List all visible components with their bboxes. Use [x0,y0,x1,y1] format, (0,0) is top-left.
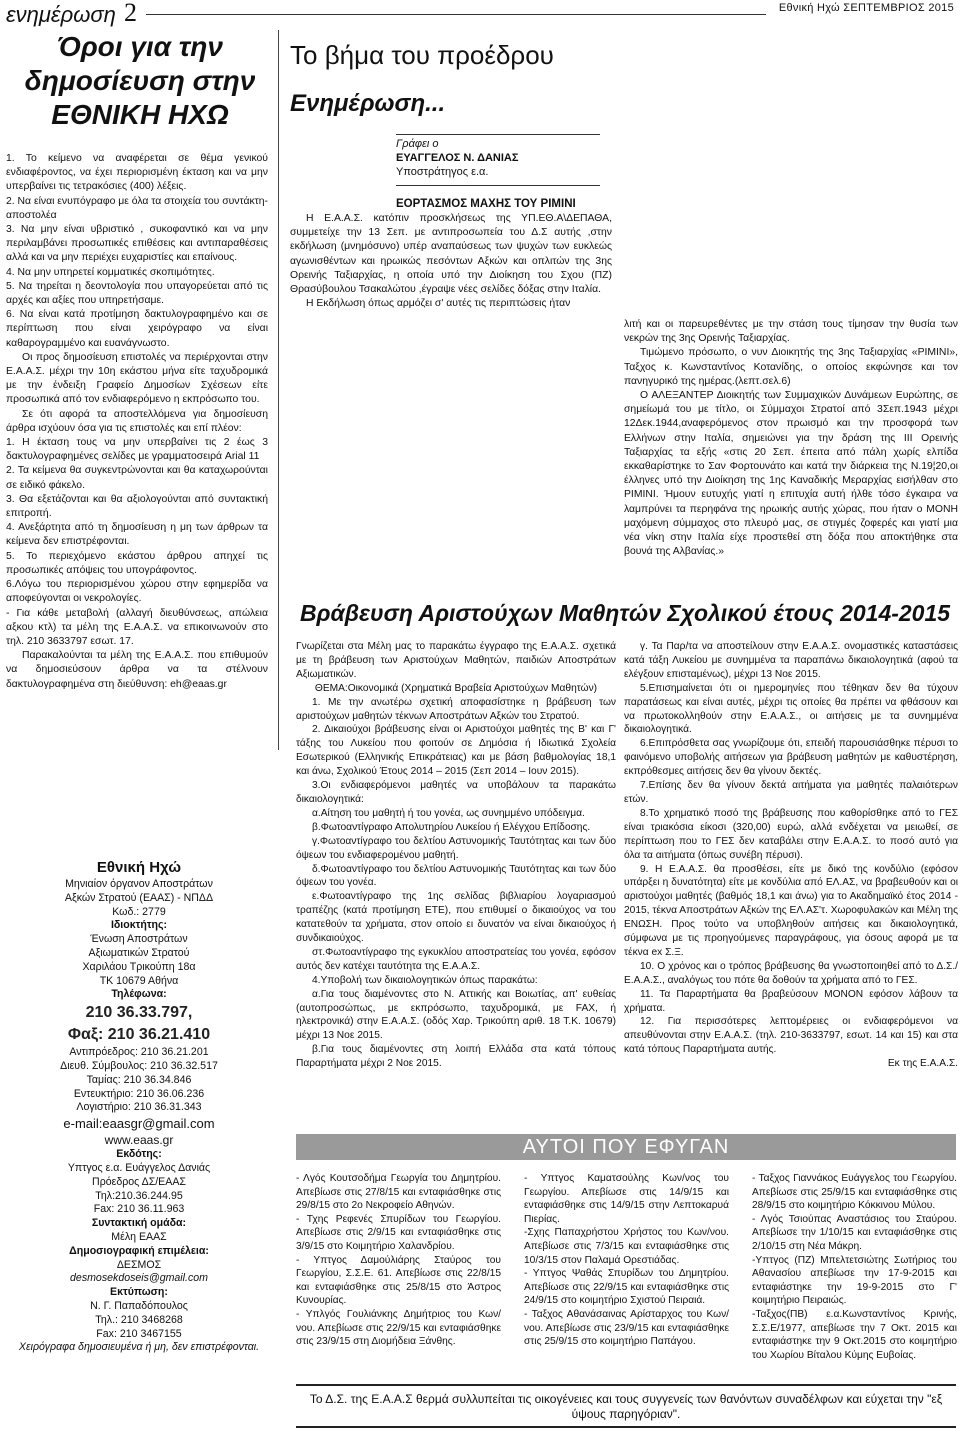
team-label: Συντακτική ομάδα: [91,1217,187,1230]
terms-paragraph: 5. Να τηρείται η δεοντολογία που υπαγορεύεται από τις αρχές και αξίες που υπηρετήσαμε. [6,280,268,307]
terms-paragraph: 4. Να μην υπηρετεί κομματικές σκοπιμότητες. [6,266,215,278]
terms-paragraph: Σε ότι αφορά τα αποστελλόμενα για δημοσίευση άρθρα ισχύουν όσα για τις επιστολές και επί πλέον: [6,408,268,434]
terms-paragraph: 1. Η έκταση τους να μην υπερβαίνει τις 2 έως 3 δακτυλογραφημένες σελίδες με γραμματοσειρά Arial 11 [6,437,268,463]
awards-paragraph: 1. Με την ανωτέρω σχετική αποφασίστηκε η βράβευση των αριστούχων μαθητών τέκνων Αποστράτων Αξκών του Στρατού. [296,696,616,722]
obituary-entry: - Ταξχος Γιαννάκος Ευάγγελος του Γεωργίου. Απεβίωσε στις 25/9/15 και ενταφιάσθηκε στις 28/9/15 στο κοιμητήριο Κόκκινου Μύλου. [752,1173,957,1212]
email-line: e-mail:eaasgr@gmail.com [63,1116,215,1132]
design-email: desmosekdoseis@gmail.com [70,1272,208,1285]
awards-paragraph: γ.Φωτοαντίγραφο του δελτίου Αστυνομικής Ταυτότητας και των δύο όψεων του ενδιαφερομένου μαθητή. [296,835,616,861]
terms-paragraph: 2. Να είναι ενυπόγραφο με όλα τα στοιχεία του συντάκτη- αποστολέα [6,195,268,221]
masthead-note: Χειρόγραφα δημοσιευμένα ή μη, δεν επιστρέφονται. [18,1341,260,1354]
article-paragraph: Τιμώμενο πρόσωπο, ο νυν Διοικητής της 3ης Ταξιαρχίας «ΡΙΜΙΝΙ», Ταξχος κ. Κωνσταντίνος Κοτανίδης, ο οποίος εκφώνησε και τον πανηγυρικό της ημέρας.(λεπτ.σελ.6) [624,347,958,387]
publisher-fax: Fax: 210 36.11.963 [93,1203,185,1216]
publisher-label: Εκδότης: [116,1148,162,1161]
byline-writes: Γράφει ο [396,138,439,150]
awards-paragraph: δ.Φωτοαντίγραφο του δελτίου Αστυνομικής Ταυτότητας και των δύο όψεων του γονέα. [296,863,616,889]
president-article [290,196,612,311]
column-title: Το βήμα του προέδρου [290,40,554,70]
team-line: Μέλη ΕΑΑΣ [111,1230,167,1243]
masthead-subtitle: Μηνιαίον όργανον Αποστράτων [65,878,213,890]
awards-paragraph: 7.Επίσης δεν θα γίνουν δεκτά αιτήματα για μαθητές παλαιότερων ετών. [624,780,958,805]
awards-paragraph: 5.Επισημαίνεται ότι οι ημερομηνίες που τέθηκαν δεν θα τύχουν παρατάσεως και είναι αυτές, μέχρι τις οποίες θα πρέπει να φθάσουν και να πρωτοκολληθούν στην Ε.Α.Α.Σ., οι αιτήσεις με τα συνημμένα δικαιολογητικά. [624,682,958,736]
awards-paragraph: 10. Ο χρόνος και ο τρόπος βράβευσης θα γνωστοποιηθεί από το Δ.Σ./Ε.Α.Α.Σ., αναλόγως του πότε θα δοθούν τα χρήματα από το ΓΕΣ. [624,960,958,986]
city-line: ΤΚ 10679 Αθήνα [99,974,179,987]
section-name: ενημέρωση [6,2,116,27]
awards-subject: ΘΕΜΑ:Οικονομικά (Χρηματικά Βραβεία Αριστούχων Μαθητών) [314,682,598,694]
phone-line: Αντιπρόεδρος: 210 36.21.201 [69,1046,209,1059]
obituary-entry: -Σχης Παπαχρήστου Χρήστος του Κων/νου. Απεβίωσε στις 7/3/15 και ενταφιάσθηκε στις 10/3/15 στον Παλαμά Ορεστιάδας. [524,1227,729,1266]
awards-paragraph: στ.Φωτοαντίγραφο της εγκυκλίου αποστρατείας του γονέα, εφόσον αυτός δεν κατέχει ταυτότητα της Ε.Α.Α.Σ. [296,946,616,972]
header-issue: Εθνική Ηχώ ΣΕΠΤΕΜΒΡΙΟΣ 2015 [778,2,954,14]
byline-rule [396,134,600,135]
awards-paragraph: 12. Για περισσότερες λεπτομέρειες οι ενδιαφερόμενοι να απευθύνονται στην Ε.Α.Α.Σ. (τηλ. 210-3633797, εσωτ. 14 και 15) και στα κατά τόπους Παραρτήματα αυτής. [624,1016,958,1056]
terms-paragraph: 4. Ανεξάρτητα από τη δημοσίευση η μη των άρθρων τα κείμενα δεν επιστρέφονται. [6,522,268,548]
obituary-entry: - Λγός Τσιούπας Αναστάσιος του Σταύρου. Απεβίωσε την 1/10/15 και ενταφιάσθηκε στις 2/10/15 στη Νέα Μάκρη. [752,1213,957,1252]
awards-paragraph: 11. Τα Παραρτήματα θα βραβεύσουν ΜΟΝΟΝ εφόσον λάβουν τα χρήματα. [624,988,958,1014]
awards-paragraph: 3.Οι ενδιαφερόμενοι μαθητές να υποβάλουν τα παρακάτω δικαιολογητικά: [296,780,616,805]
byline-rule [396,185,600,186]
terms-paragraph: - Για κάθε μεταβολή (αλλαγή διευθύνσεως, απώλεια αξκου κτλ) τα μέλη της Ε.Α.Α.Σ. να επικοινωνούν στο τηλ. 210 3633797 εσωτ. 17. [6,607,268,647]
awards-paragraph: α.Για τους διαμένοντες στο Ν. Αττικής και Βοιωτίας, απ' ευθείας (αυτοπροσώπως, με εκπρόσωπο, ταχυδρομικά, με FAX, ή ηλεκτρονικά) στην Ε.Α.Α.Σ. (οδός Χαρ. Τρικούπη αριθ. 18 Τ.Κ. 10679) μέχρι 13 Νοε 2015. [296,988,616,1042]
printer-phone: Τηλ.: 210 3468268 [95,1313,183,1326]
terms-title: Όροι για την δημοσίευση στην ΕΘΝΙΚΗ ΗΧΩ [24,31,256,130]
awards-title: Βράβευση Αριστούχων Μαθητών Σχολικού έτους 2014-2015 [299,600,951,626]
awards-paragraph: 4.Υποβολή των δικαιολογητικών όπως παρακάτω: [312,974,538,986]
phone-line: Διευθ. Σύμβουλος: 210 36.32.517 [60,1059,218,1072]
byline-author: ΕΥΑΓΓΕΛΟΣ Ν. ΔΑΝΙΑΣ [396,152,519,164]
obituaries-column [524,1172,729,1349]
masthead [8,858,270,1355]
condolences-footer: Το Δ.Σ. της Ε.Α.Α.Σ θερμά συλλυπείται τις οικογένειες και τους συγγενείς των θανόντων συναδέλφων και εύχεται την "εξ ύψους παρηγόριαν". [296,1384,956,1428]
president-article-continued [624,318,958,559]
phone-line: Λογιστήριο: 210 36.31.343 [76,1101,202,1114]
phone-line: Ταμίας: 210 36.34.846 [86,1073,192,1086]
main-phone: 210 36.33.797, [85,1004,193,1022]
awards-paragraph: 8.Το χρηματικό ποσό της βράβευσης που καθορίσθηκε από το ΓΕΣ είναι τριακόσια είκοσι (320,00) ευρώ, αλλά ενδέχεται να μειωθεί, σε περίπτωση που το ΓΕΣ δεν καταβάλει στην Ε.Α.Α.Σ. το ποσό αυτό για όλα τα αιτήματα (όπως συνέβη πέρυσι). [624,807,958,861]
awards-right-column [624,640,958,1071]
obituary-entry: - Υπτγος Ψαθάς Σπυρίδων του Δημητρίου. Απεβίωσε στις 22/9/15 και ενταφιάσθηκε στις 24/9/15 στο κοιμητήριο Σχιστού Πειραιά. [524,1268,729,1307]
awards-paragraph: 6.Επιπρόσθετα σας γνωρίζουμε ότι, επειδή παρουσιάσθηκε πέρυσι το φαινόμενο υποβολής αιτήσεων για βράβευση μαθητών με καθυστέρηση, εκπρόθεσμες αιτήσεις δεν θα γίνουν δεκτές. [624,738,958,778]
awards-signature: Εκ της Ε.Α.Α.Σ. [887,1058,958,1070]
byline-rank: Υποστράτηγος ε.α. [396,166,489,178]
article-paragraph: Ο ΑΛΕΞΑΝΤΕΡ Διοικητής των Συμμαχικών Δυνάμεων Ευρώπης, σε σημείωμά του με τίτλο, οι Σύμμαχοι Στρατοί από 3Σεπ.1943 μέχρι 12Δεκ.1944,αναφερόμενος στον πρωισμό και την προσφορά των Ελλήνων στην Ιταλία, σημειώνει για την δράση της ΙΙΙ Ορεινής Ταξιαρχίας τα εξής «στις 20 Σεπ. έπειτα από πάλη χωρίς ελπίδα εκκαθαρίστηκε το Σαν Φορτουνάτο και κατά την διάρκεια της Ν.19¦20,οι έλληνες υπό την Διοίκηση της 1ης Καναδικής Μεραρχίας εισήλθαν στο ΡΙΜΙΝΙ. Ήμουν ευτυχής γιατί η επιτυχία αυτή ήλθε τόσο έγκαιρα να λαμπρύνει τα περηφάνα της ηρωικής αυτής χώρας, που ήταν ο ΜΟΝΗ μαχόμενη σύμμαχος στο πλευρό μας, σε στιγμές ζοφερές και γιατί μια νέα νίκη στην Ιταλία είχε προστεθεί στη δόξα που αποκτήθηκε στα βουνά της Αλβανίας.» [624,390,958,558]
print-label: Εκτύπωση: [110,1286,168,1299]
awards-paragraph: α.Αίτηση του μαθητή ή του γονέα, ως συνημμένο υπόδειγμα. [312,807,585,819]
obituary-entry: -Υπτγος (ΠΖ) Μπελτετσιώτης Σωτήριος του Αθανασίου απεβίωσε την 17-9-2015 και ενταφιάστηκε την 19-9-2015 στο Γ' κοιμητήριο Πειραιώς. [752,1254,957,1307]
terms-paragraph: Παρακαλούνται τα μέλη της Ε.Α.Α.Σ. που επιθυμούν να δημοσιεύσουν άρθρα να τα στέλνουν δακτυλογραφημένα στη διεύθυνση: eh@eaas.gr [6,650,268,690]
obituaries-column [752,1172,957,1362]
article-title: ΕΟΡΤΑΣΜΟΣ ΜΑΧΗΣ ΤΟΥ ΡΙΜΙΝΙ [396,198,576,210]
obituary-entry: - Υπτγος Δαμούλιάρης Σταύρος του Γεωργίου, Σ.Σ.Ε. 61. Απεβίωσε στις 22/8/15 και ενταφιάσθηκε στις 25/8/15 στο Άστρος Κυνουρίας. [296,1254,501,1307]
awards-paragraph: β.Φωτοαντίγραφο Απολυτηρίου Λυκείου ή Ελέγχου Επίδοσης. [312,821,591,833]
masthead-subtitle: Αξκών Στρατού (ΕΑΑΣ) - ΝΠΔΔ [64,891,214,904]
awards-paragraph: Γνωρίζεται στα Μέλη μας το παρακάτω έγγραφο της Ε.Α.Α.Σ. σχετικά με τη βράβευση των Αριστούχων Μαθητών, παιδιών Αποστράτων Αξιωματικών. [296,641,616,680]
design-line: ΔΕΣΜΟΣ [116,1258,162,1271]
terms-paragraph: 6. Να είναι κατά προτίμηση δακτυλογραφημένο και σε περίπτωση που είναι χειρόγραφο να είναι καθαρογραμμένο και ευανάγνωστο. [6,309,268,349]
publisher-line: Πρόεδρος ΔΣ/ΕΑΑΣ [92,1175,186,1188]
obituary-entry: - Τχης Ρεφενές Σπυρίδων του Γεωργίου. Απεβίωσε στις 2/9/15 και ενταφιάσθηκε στις 3/9/15 στο Κοιμητήριο Χαλανδρίου. [296,1213,501,1252]
awards-paragraph: γ. Τα Παρ/τα να αποστείλουν στην Ε.Α.Α.Σ. ονομαστικές καταστάσεις κατά τάξη Λυκείου με συνημμένα τα παραπάνω δικαιολογητικά (αφού τα ελέγξουν επισταμένως), μέχρι 13 Νοε 2015. [624,641,958,680]
masthead-title: Εθνική Ηχώ [96,859,182,876]
obituary-entry: - Υπλγός Γουλιάνκης Δημήτριος του Κων/νου. Απεβίωσε στις 22/9/15 και ενταφιάσθηκε στις 23/9/15 στη Διομήδεια Ξάνθης. [296,1308,501,1348]
column-divider [278,30,279,750]
publisher-line: Υπτγος ε.α. Ευάγγελος Δανιάς [67,1161,211,1174]
obituaries-title: ΑΥΤΟΙ ΠΟΥ ΕΦΥΓΑΝ [296,1134,956,1160]
awards-paragraph: β.Για τους διαμένοντες στη λοιπή Ελλάδα στα κατά τόπους Παραρτήματα μέχρι 2 Νοε 2015. [296,1044,616,1070]
phone-line: Εντευκτήριο: 210 36.06.236 [73,1087,205,1100]
terms-paragraph: 6.Λόγω του περιορισμένου χώρου στην εφημερίδα να αποφεύγονται οι νεκρολογίες. [6,579,268,605]
page-number: 2 [124,0,137,27]
column-heading: Ενημέρωση... [290,90,446,117]
terms-paragraph: 3. Να μην είναι υβριστικό , συκοφαντικό και να μην περιλαμβάνει προσωπικές επιθέσεις και αντιπαραθέσεις αλλά και να μην περιέχει ευχαριστίες και επαίνους. [6,224,268,264]
terms-paragraph: 1. Το κείμενο να αναφέρεται σε θέμα γενικού ενδιαφέροντος, να έχει περιορισμένη έκταση και να μην υπερβαίνει τις τετρακόσιες (400) λέξεις. [6,153,268,193]
terms-list [6,152,268,692]
printer-line: Ν. Γ. Παπαδόπουλος [90,1299,188,1312]
obituaries-column [296,1172,501,1349]
awards-paragraph: 9. Η Ε.Α.Α.Σ. θα προσθέσει, είτε με δικό της κονδύλιο (εφόσον υπάρξει η δυνατότητα) είτε με κονδύλια από ΕΛ.ΑΣ, να βραβευθούν και οι αριστούχοι μαθητές (βαθμός 18,1 και άνω) για το Ακαδημαϊκό έτος 2014 - 2015, τέκνα Αποστράτων Αξκών της ΕΛ.ΑΣ'τ. Χωροφυλακών και Μέλη της ΕΝΩΣΗ. Προς τούτο να υποβληθούν αιτήσεις και δικαιολογητικά, σύμφωνα με τις προηγούμενες παραγράφους, για όσους αφορά με τα τέκνα ex Σ.Ξ. [624,863,958,958]
header-rule [146,14,766,15]
article-paragraph: λιτή και οι παρευρεθέντες με την στάση τους τίμησαν την θυσία των νεκρών της 3ης Ορεινής Ταξιαρχίας. [624,319,958,345]
obituary-entry: -Ταξχος(ΠΒ) ε.α.Κωνσταντίνος Κρινής, Σ.Σ.Ε/1977, απεβίωσε την 7 Οκτ. 2015 και ενταφιάστηκε την 9 Οκτ.2015 στο κοιμητήριο του Χωρίου Βίταλου Κύμης Ευβοίας. [752,1308,957,1361]
article-paragraph: Η Ε.Α.Α.Σ. κατόπιν προσκλήσεως της ΥΠ.ΕΘ.Α\ΔΕΠΑΘΑ, συμμετείχε την 13 Σεπ. με αντιπροσωπεία του Δ.Σ αυτής ,στην εκδήλωση (μνημόσυνο) υπέρ αναπαύσεως των ψυχών των ευκλεώς αγωνισθέντων και ηρωικώς πεσόντων Αξκών και οπλιτών της 3ης Ορεινής Ταξιαρχίας, η οποία υπό την Διοίκηση του Σχου (ΠΖ) Θρασύβουλου Τσακαλώτου ,έγραψε νέες σελίδες δόξας στην Ιταλία. [290,213,612,296]
awards-left-column [296,640,616,1071]
obituary-entry: - Λγός Κουτσοδήμα Γεωργία του Δημητρίου. Απεβίωσε στις 27/8/15 και ενταφιάσθηκε στις 29/8/15 στο 2ο Νεκροφείο Αθηνών. [296,1173,501,1212]
phones-label: Τηλέφωνα: [111,988,167,1001]
publisher-phone: Τηλ:210.36.244.95 [95,1189,183,1202]
address-line: Χαριλάου Τρικούπη 18α [82,960,196,973]
masthead-code: Κωδ.: 2779 [112,905,166,918]
main-fax: Φαξ: 210 36.21.410 [67,1026,211,1044]
owner-label: Ιδιοκτήτης: [110,919,168,932]
owner-line: Ένωση Αποστράτων [90,933,188,946]
owner-line: Αξιωματικών Στρατού [88,946,190,959]
byline [396,134,600,186]
article-paragraph: Η Εκδήλωση όπως αρμόζει σ' αυτές τις περιπτώσεις ήταν [306,298,571,310]
website-line: www.eaas.gr [104,1133,174,1148]
terms-paragraph: 2. Τα κείμενα θα συγκεντρώνονται και θα καταχωρούνται σε ειδικό φάκελο. [6,465,268,491]
printer-fax: Fax: 210 3467155 [96,1327,182,1340]
obituary-entry: - Υπτγος Καματσούλης Κων/νος του Γεωργίου. Απεβίωσε στις 14/9/15 και ενταφιάσθηκε στις 14/9/15 στην Λεπτοκαρυά Πιερίας. [524,1173,729,1225]
terms-paragraph: 3. Θα εξετάζονται και θα αξιολογούνται από συντακτική επιτροπή. [6,493,268,520]
awards-paragraph: ε.Φωτοαντίγραφο της 1ης σελίδας βιβλιαρίου λογαριασμού τραπέζης (κατά προτίμηση ΕΤΕ), που επιθυμεί ο δικαιούχος να του κατατεθούν τα χρήματα, στον οποίο ει δυνατόν να είναι δικαιούχος ή συνδικαιούχος. [296,891,616,945]
terms-paragraph: Οι προς δημοσίευση επιστολές να περιέρχονται στην Ε.Α.Α.Σ. μέχρι την 10η εκάστου μήνα είτε ταχυδρομικά με την ένδειξη Γραφείο Δημοσίων Σχέσεων είτε προσωπικά από τον ενδιαφερόμενο η εκπρόσωπο του. [6,351,268,406]
awards-paragraph: 2. Δικαιούχοι βράβευσης είναι οι Αριστούχοι μαθητές της Β' και Γ' τάξης του Λυκείου που φοιτούν σε Δημόσια ή Ιδιωτικά Σχολεία Εσωτερικού (Ελληνικής Επικράτειας) και με βάση βαθμολογίας 18,1 και άνω, Σχολικού Έτους 2014 – 2015 (Σεπ 2014 – Ιουν 2015). [296,724,616,778]
terms-paragraph: 5. Το περιεχόμενο εκάστου άρθρου απηχεί τις προσωπικές απόψεις του υπογράφοντος. [6,550,268,576]
obituary-entry: - Ταξχος Αθανάσαινας Αρίσταρχος του Κων/νου. Απεβίωσε στις 23/9/15 και ενταφιάσθηκε στις 25/9/15 στο κοιμητήριο Παπάγου. [524,1308,729,1348]
design-label: Δημοσιογραφική επιμέλεια: [69,1244,209,1257]
